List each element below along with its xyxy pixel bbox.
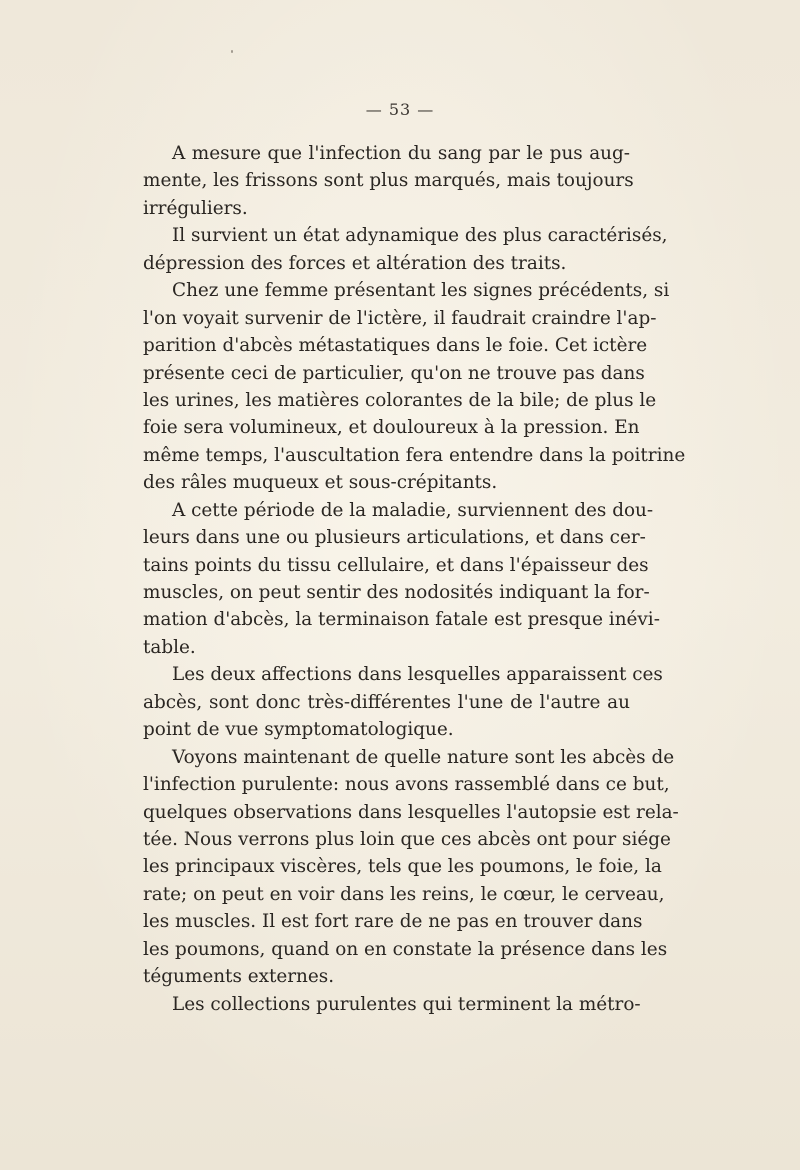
text-line: Il survient un état adynamique des plus caractérisés,	[172, 225, 668, 247]
text-line: irréguliers.	[143, 197, 248, 219]
text-line: l'on voyait survenir de l'ictère, il faudrait craindre l'ap-	[143, 307, 657, 329]
text-line: l'infection purulente: nous avons rassemblé dans ce but,	[143, 774, 670, 796]
text-line: des râles muqueux et sous-crépitants.	[143, 472, 498, 494]
text-line: les poumons, quand on en constate la présence dans les	[143, 938, 668, 960]
text-line: leurs dans une ou plusieurs articulations, et dans cer-	[143, 527, 646, 549]
text-line: point de vue symptomatologique.	[143, 719, 454, 741]
text-line: Les collections purulentes qui terminent la métro-	[172, 993, 641, 1015]
text-line: présente ceci de particulier, qu'on ne trouve pas dans	[143, 362, 645, 384]
text-line: A mesure que l'infection du sang par le pus aug-	[172, 143, 630, 164]
text-line: Chez une femme présentant les signes précédents, si	[172, 280, 670, 302]
text-line: table.	[143, 636, 196, 658]
text-line: abcès, sont donc très-différentes l'une de l'autre au	[143, 691, 630, 713]
text-line: les muscles. Il est fort rare de ne pas en trouver dans	[143, 911, 643, 933]
text-line: Voyons maintenant de quelle nature sont les abcès de	[172, 746, 675, 768]
ink-speck	[231, 50, 233, 53]
page-number: — 53 —	[365, 100, 435, 119]
text-line: rate; on peut en voir dans les reins, le cœur, le cerveau,	[143, 883, 665, 905]
text-line: mation d'abcès, la terminaison fatale est presque inévi-	[143, 609, 660, 631]
body-text	[143, 140, 686, 1018]
text-line: muscles, on peut sentir des nodosités indiquant la for-	[143, 582, 650, 603]
text-line: foie sera volumineux, et douloureux à la pression. En	[143, 417, 640, 439]
text-line: dépression des forces et altération des traits.	[143, 252, 567, 274]
text-line: les urines, les matières colorantes de la bile; de plus le	[143, 389, 657, 411]
text-line: mente, les frissons sont plus marqués, mais toujours	[143, 170, 634, 192]
text-line: parition d'abcès métastatiques dans le foie. Cet ictère	[143, 335, 648, 357]
text-line: Les deux affections dans lesquelles apparaissent ces	[172, 664, 663, 686]
text-line: A cette période de la maladie, surviennent des dou-	[172, 499, 654, 521]
text-line: tée. Nous verrons plus loin que ces abcès ont pour siége	[143, 828, 671, 850]
text-line: quelques observations dans lesquelles l'autopsie est rela-	[143, 801, 679, 823]
text-line: même temps, l'auscultation fera entendre dans la poitrine	[143, 444, 686, 466]
text-line: téguments externes.	[143, 966, 335, 988]
text-line: les principaux viscères, tels que les poumons, le foie, la	[143, 856, 662, 878]
text-line: tains points du tissu cellulaire, et dans l'épaisseur des	[143, 554, 649, 576]
